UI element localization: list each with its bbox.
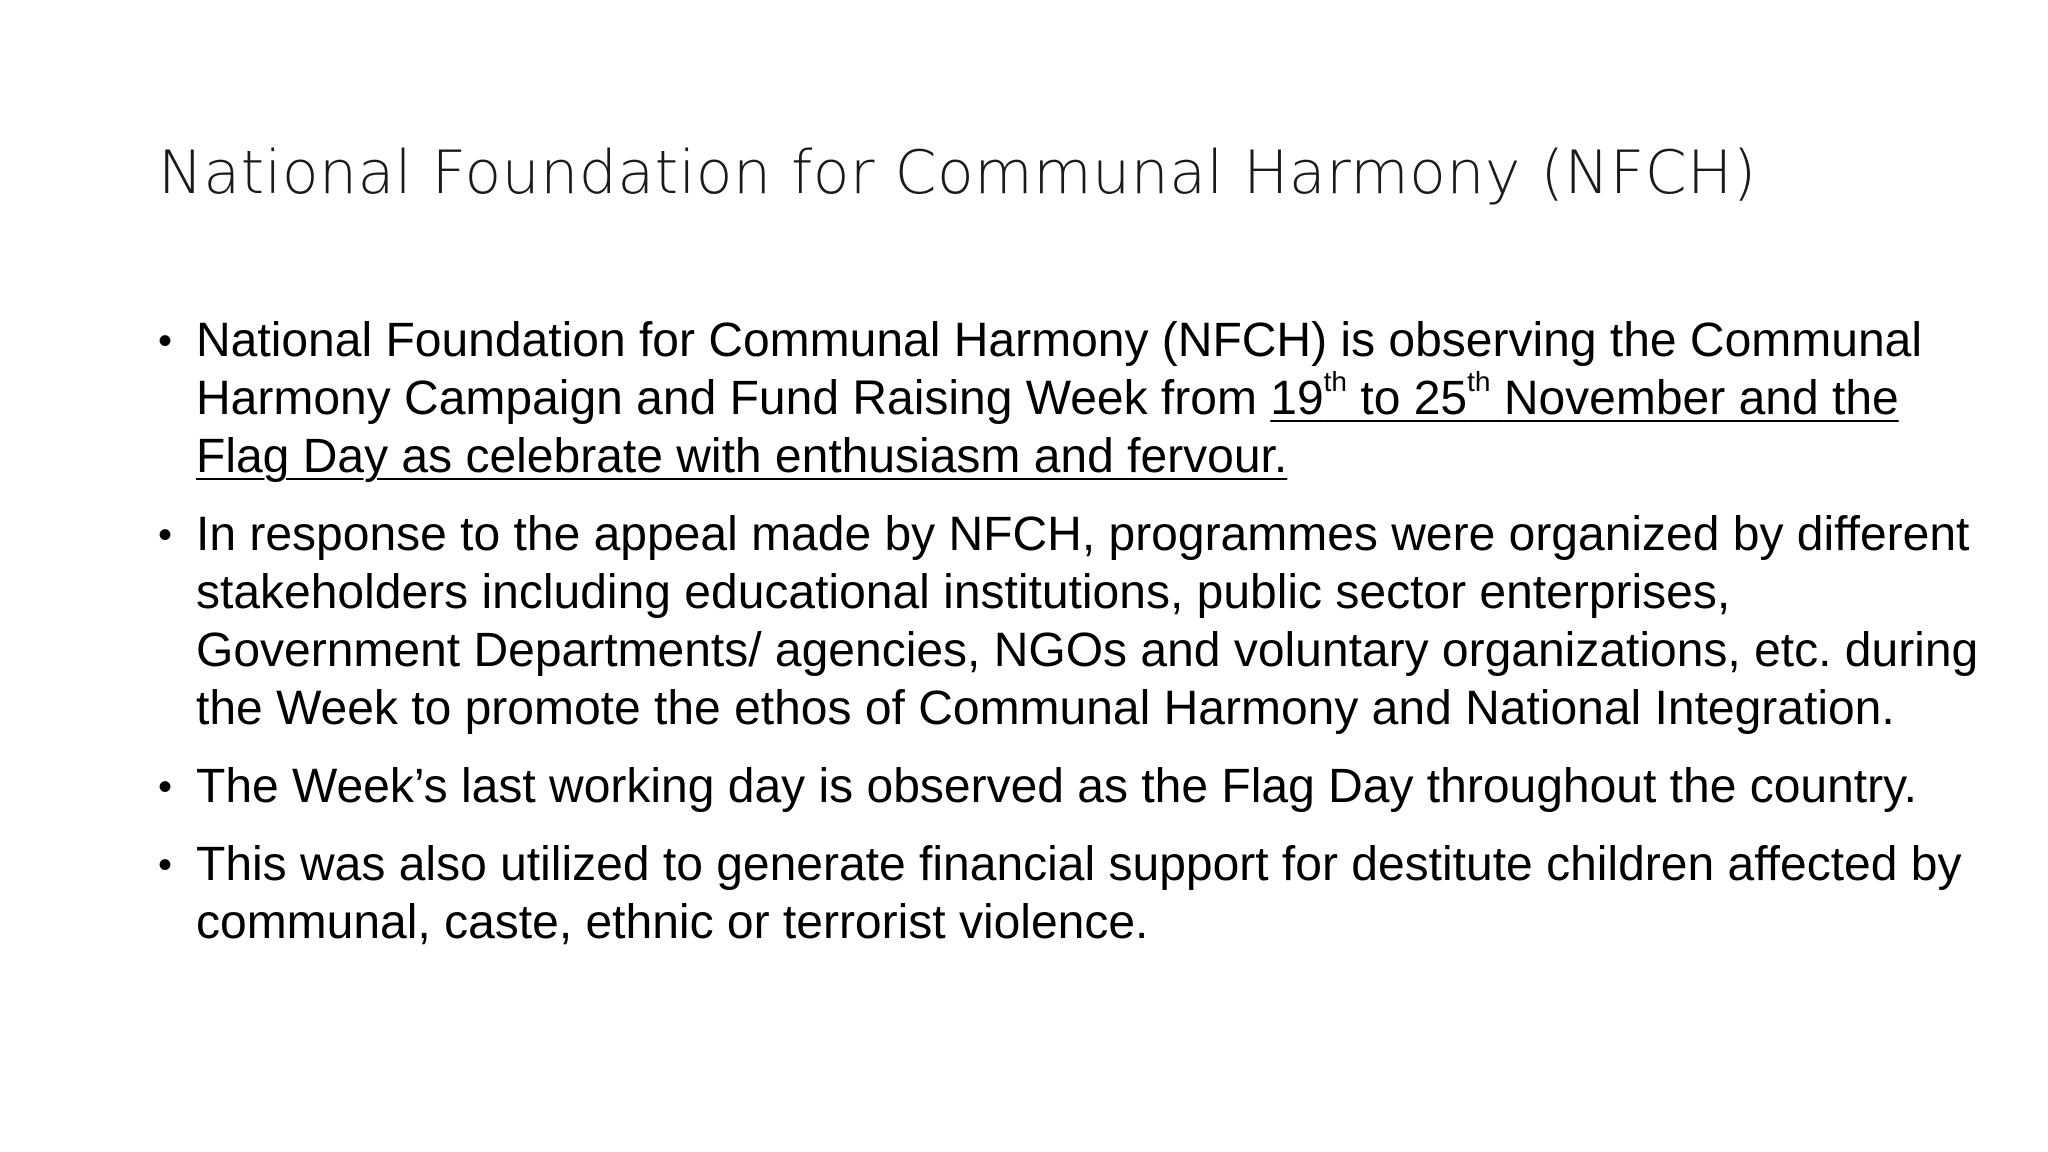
bullet-3-text: The Week’s last working day is observed as the Flag Day throughout the country. [196, 760, 1917, 813]
bullet-4-text: This was also utilized to generate financial support for destitute children affected by communal, caste, ethnic or terrorist violence. [196, 838, 1962, 949]
bullet-2-text: In response to the appeal made by NFCH, programmes were organized by different stakeholders including educational institutions, public sector enterprises, Government Departments/ agencies, NGOs and voluntary organizations, etc. during the Week to promote the ethos of Communal Harmony and National Integration. [196, 508, 1979, 735]
date-start: 19 [1270, 372, 1324, 425]
bullet-icon: • [158, 843, 173, 887]
date-end-suffix: th [1467, 366, 1491, 397]
bullet-item-4 [158, 836, 1988, 952]
bullet-1-text: National Foundation for Communal Harmony (NFCH) is observing the Communal Harmony Campaign and Fund Raising Week from [196, 314, 1923, 425]
bullet-item-1 [158, 312, 1988, 486]
bullet-icon: • [158, 319, 173, 363]
bullet-item-2 [158, 506, 1988, 738]
date-mid: to 25 [1347, 372, 1468, 425]
slide-title: National Foundation for Communal Harmony (NFCH) [158, 138, 1757, 208]
bullet-icon: • [158, 513, 173, 557]
bullet-item-3 [158, 758, 1988, 816]
bullet-1-underlined-text: November and the Flag Day as celebrate with enthusiasm and fervour. [196, 372, 1899, 483]
bullet-icon: • [158, 765, 173, 809]
bullet-list [158, 312, 1988, 972]
date-start-suffix: th [1323, 366, 1348, 397]
